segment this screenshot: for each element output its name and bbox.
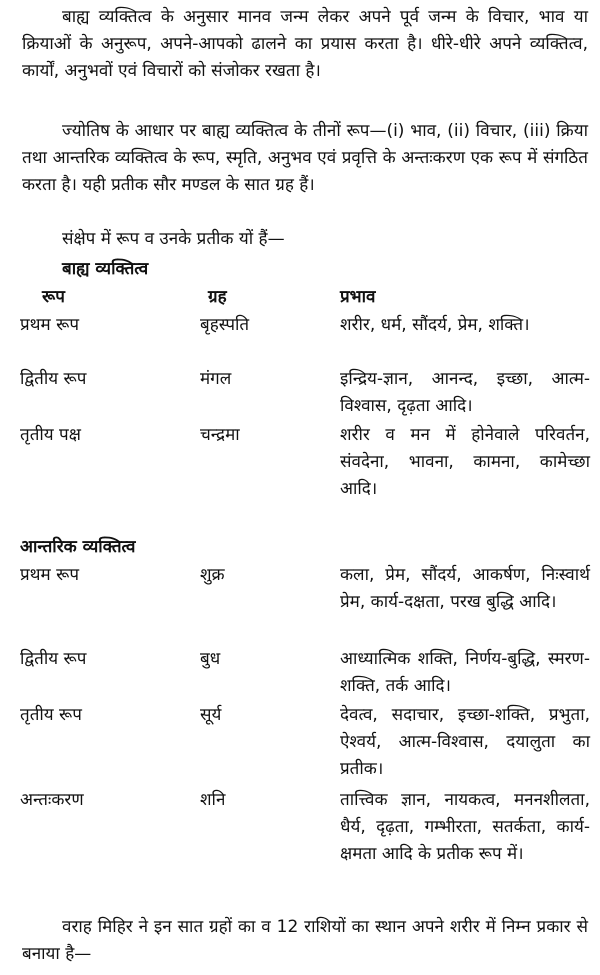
column-header-effect: प्रभाव — [340, 287, 376, 307]
astrology-paragraph: ज्योतिष के आधार पर बाह्य व्यक्तित्व के तीनों रूप—(i) भाव, (ii) विचार, (iii) क्रिया तथा आन्तरिक व्यक्तित्व के रूप, स्मृति, अनुभव एवं प्रवृत्ति के अन्तःकरण एक रूप में संगठित करता है। यही प्रतीक सौर मण्डल के सात ग्रह हैं। — [22, 121, 588, 195]
effect-cell: आध्यात्मिक शक्ति, निर्णय-बुद्धि, स्मरण-शक्ति, तर्क आदि। — [340, 649, 590, 696]
effect-cell: इन्द्रिय-ज्ञान, आनन्द, इच्छा, आत्म- विश्वास, दृढ़ता आदि। — [340, 369, 590, 416]
planet-cell: शुक्र — [200, 565, 225, 585]
planet-cell: शनि — [200, 790, 226, 810]
form-cell: तृतीय रूप — [20, 705, 82, 725]
form-cell: तृतीय पक्ष — [20, 425, 81, 445]
effect-cell: कला, प्रेम, सौंदर्य, आकर्षण, निःस्वार्थ प्रेम, कार्य-दक्षता, परख बुद्धि आदि। — [340, 565, 590, 612]
form-cell: द्वितीय रूप — [20, 369, 87, 389]
form-cell: द्वितीय रूप — [20, 649, 87, 669]
planet-cell: मंगल — [200, 369, 232, 389]
planet-cell: बुध — [200, 649, 221, 669]
closing-paragraph: वराह मिहिर ने इन सात ग्रहों का व 12 राशियों का स्थान अपने शरीर में निम्न प्रकार से बनाया है— — [22, 917, 588, 964]
intro-paragraph: बाह्य व्यक्तित्व के अनुसार मानव जन्म लेकर अपने पूर्व जन्म के विचार, भाव या क्रियाओं के अनुरूप, अपने-आपको ढालने का प्रयास करता है। धीरे-धीरे अपने व्यक्तित्व, कार्यों, अनुभवों एवं विचारों को संजोकर रखता है। — [22, 7, 588, 81]
planet-cell: बृहस्पति — [200, 315, 250, 335]
summary-line: संक्षेप में रूप व उनके प्रतीक यों हैं— — [62, 229, 285, 249]
internal-heading: आन्तरिक व्यक्तित्व — [20, 537, 136, 557]
form-cell: प्रथम रूप — [20, 315, 79, 335]
form-cell: अन्तःकरण — [20, 790, 84, 810]
effect-cell: शरीर व मन में होनेवाले परिवर्तन, संवदेना, भावना, कामना, कामेच्छा आदि। — [340, 425, 590, 499]
effect-cell: शरीर, धर्म, सौंदर्य, प्रेम, शक्ति। — [340, 315, 530, 335]
planet-cell: चन्द्रमा — [200, 425, 240, 445]
planet-cell: सूर्य — [200, 705, 222, 725]
effect-cell: तात्त्विक ज्ञान, नायकत्व, मननशीलता, धैर्य, दृढ़ता, गम्भीरता, सतर्कता, कार्य-क्षमता आदि के प्रतीक रूप में। — [340, 790, 590, 864]
external-heading: बाह्य व्यक्तित्व — [62, 259, 149, 279]
form-cell: प्रथम रूप — [20, 565, 79, 585]
column-header-planet: ग्रह — [208, 287, 227, 307]
effect-cell: देवत्व, सदाचार, इच्छा-शक्ति, प्रभुता, ऐश्वर्य, आत्म-विश्वास, दयालुता का प्रतीक। — [340, 705, 590, 779]
column-header-form: रूप — [42, 287, 65, 307]
